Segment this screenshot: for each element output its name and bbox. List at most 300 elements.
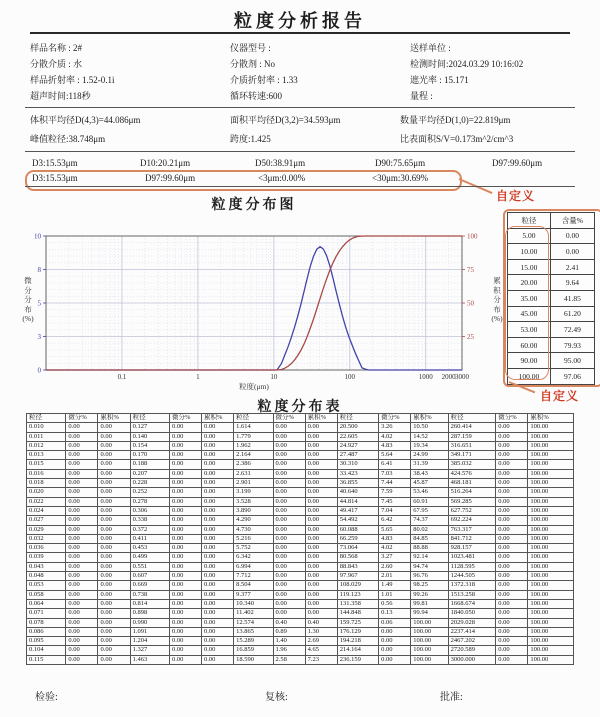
- table-cell: 4.65: [305, 646, 337, 655]
- table-cell: 5.216: [234, 534, 273, 543]
- table-row: [508, 290, 595, 306]
- table-cell: 0.00: [98, 469, 130, 478]
- table-cell: 1.96: [273, 646, 305, 655]
- table-cell: 0.104: [27, 646, 66, 655]
- table-cell: 0.814: [130, 599, 169, 608]
- table-row: [27, 451, 574, 460]
- table-cell: 0.00: [273, 441, 305, 450]
- table-cell: 0.738: [130, 590, 169, 599]
- table-section-title: 粒度分布表: [257, 400, 343, 415]
- column-header: 微分%: [273, 414, 305, 423]
- table-row: [27, 479, 574, 488]
- table-cell: 0.252: [130, 488, 169, 497]
- avg-field: 数量平均径D(1,0)=22.819μm: [400, 115, 511, 125]
- curve-differential: [46, 247, 462, 370]
- table-cell: 0.607: [130, 572, 169, 581]
- table-cell: 0.00: [98, 646, 130, 655]
- table-cell: 41.85: [550, 290, 594, 306]
- table-cell: 100.00: [508, 368, 551, 384]
- table-row: [27, 599, 574, 608]
- table-row: [508, 259, 595, 275]
- table-cell: 0.00: [202, 637, 234, 646]
- table-row: [27, 646, 574, 655]
- table-cell: 2.01: [379, 572, 411, 581]
- table-cell: 0.039: [27, 553, 66, 562]
- table-cell: 0.00: [305, 572, 337, 581]
- table-cell: 2237.414: [448, 627, 496, 636]
- table-cell: 0.00: [66, 488, 98, 497]
- table-cell: 2.386: [234, 460, 273, 469]
- table-cell: 74.37: [411, 516, 448, 525]
- table-row: [27, 516, 574, 525]
- info-field: 仪器型号 :: [230, 43, 271, 53]
- table-cell: 0.00: [202, 451, 234, 460]
- table-row: [27, 637, 574, 646]
- table-cell: 0.00: [496, 572, 528, 581]
- info-field: 超声时间:118秒: [30, 91, 91, 101]
- table-cell: 2467.202: [448, 637, 496, 646]
- table-cell: 0.00: [98, 534, 130, 543]
- table-cell: 0.00: [496, 441, 528, 450]
- table-row: [508, 244, 595, 260]
- table-row: [27, 618, 574, 627]
- info-field: 样品名称 : 2#: [30, 43, 83, 53]
- table-row: [27, 506, 574, 515]
- table-cell: 13.865: [234, 627, 273, 636]
- table-cell: 7.04: [379, 506, 411, 515]
- column-header: 微分%: [379, 414, 411, 423]
- table-cell: 0.00: [98, 525, 130, 534]
- table-row: [27, 441, 574, 450]
- column-header: 粒径: [27, 414, 66, 423]
- table-cell: 0.00: [66, 534, 98, 543]
- table-cell: 100.00: [528, 637, 574, 646]
- table-cell: 1.204: [130, 637, 169, 646]
- table-cell: 0.00: [305, 609, 337, 618]
- table-cell: 0.00: [273, 572, 305, 581]
- table-cell: 0.00: [66, 469, 98, 478]
- table-cell: 92.14: [411, 553, 448, 562]
- table-cell: 194.218: [337, 637, 378, 646]
- table-cell: 0.453: [130, 544, 169, 553]
- table-cell: 0.00: [202, 609, 234, 618]
- table-cell: 0.00: [169, 497, 201, 506]
- info-field: 样品折射率 : 1.52-0.1i: [30, 75, 115, 85]
- table-cell: 0.00: [305, 460, 337, 469]
- table-cell: 3000.000: [448, 655, 496, 664]
- table-cell: 0.00: [202, 488, 234, 497]
- table-cell: 100.00: [528, 516, 574, 525]
- custom-d-value: <30μm:30.69%: [372, 173, 429, 183]
- table-cell: 0.00: [202, 432, 234, 441]
- table-cell: 1.463: [130, 655, 169, 664]
- table-cell: 0.00: [66, 590, 98, 599]
- right-tick-label: 100: [467, 232, 478, 241]
- table-cell: 0.00: [66, 637, 98, 646]
- table-cell: 100.00: [528, 618, 574, 627]
- table-cell: 0.00: [273, 506, 305, 515]
- table-cell: 1023.481: [448, 553, 496, 562]
- table-cell: 100.00: [528, 599, 574, 608]
- avg-row: [30, 113, 590, 132]
- table-cell: 100.00: [528, 479, 574, 488]
- table-row: [27, 627, 574, 636]
- avg-field: 比表面积S/V=0.173m^2/cm^3: [400, 134, 514, 144]
- table-cell: 100.00: [528, 562, 574, 571]
- signature-label: 检验:: [35, 692, 58, 703]
- right-tick-label: 50: [467, 299, 474, 308]
- table-cell: 88.843: [337, 562, 378, 571]
- left-tick-label: 10: [34, 232, 41, 241]
- table-cell: 100.00: [528, 488, 574, 497]
- table-cell: 763.317: [448, 525, 496, 534]
- table-cell: 0.00: [66, 655, 98, 664]
- table-cell: 19.34: [411, 441, 448, 450]
- table-cell: 72.49: [550, 322, 594, 338]
- table-cell: 0.00: [379, 646, 411, 655]
- table-cell: 4.290: [234, 516, 273, 525]
- info-row: [30, 57, 590, 73]
- table-cell: 0.00: [98, 655, 130, 664]
- table-cell: 0.00: [202, 572, 234, 581]
- table-cell: 0.140: [130, 432, 169, 441]
- table-cell: 0.027: [27, 516, 66, 525]
- table-cell: 0.00: [496, 627, 528, 636]
- column-header: 微分%: [169, 414, 201, 423]
- table-row: [508, 322, 595, 338]
- table-cell: 7.44: [379, 479, 411, 488]
- table-cell: 0.00: [66, 544, 98, 553]
- table-cell: 0.00: [66, 432, 98, 441]
- table-cell: 0.00: [202, 423, 234, 432]
- table-cell: 4.730: [234, 525, 273, 534]
- table-cell: 54.492: [337, 516, 378, 525]
- table-cell: 0.188: [130, 460, 169, 469]
- table-cell: 0.00: [202, 497, 234, 506]
- table-cell: 0.00: [202, 599, 234, 608]
- table-cell: 0.00: [98, 590, 130, 599]
- table-cell: 100.00: [411, 646, 448, 655]
- table-cell: 1.962: [234, 441, 273, 450]
- table-cell: 1.01: [379, 590, 411, 599]
- table-cell: 468.181: [448, 479, 496, 488]
- table-cell: 0.00: [273, 534, 305, 543]
- table-cell: 20.500: [337, 423, 378, 432]
- table-cell: 0.00: [202, 460, 234, 469]
- divider: [25, 151, 575, 152]
- table-cell: 3.26: [379, 423, 411, 432]
- info-field: 分散剂 : No: [230, 59, 276, 69]
- table-cell: 0.00: [305, 581, 337, 590]
- table-cell: 159.725: [337, 618, 378, 627]
- table-cell: 0.00: [98, 441, 130, 450]
- table-cell: 60.088: [337, 525, 378, 534]
- table-cell: 9.64: [550, 275, 594, 291]
- table-cell: 0.00: [305, 451, 337, 460]
- table-cell: 0.00: [169, 516, 201, 525]
- d-value: D97:99.60μm: [492, 158, 543, 168]
- table-cell: 0.058: [27, 590, 66, 599]
- table-row: [508, 337, 595, 353]
- table-row: [27, 432, 574, 441]
- table-cell: 119.123: [337, 590, 378, 599]
- table-cell: 0.00: [305, 562, 337, 571]
- table-cell: 0.00: [169, 441, 201, 450]
- table-cell: 0.00: [66, 451, 98, 460]
- table-cell: 6.342: [234, 553, 273, 562]
- table-cell: 0.278: [130, 497, 169, 506]
- table-cell: 6.994: [234, 562, 273, 571]
- table-cell: 0.127: [130, 423, 169, 432]
- table-cell: 3.27: [379, 553, 411, 562]
- avg-row: [30, 132, 590, 151]
- table-cell: 1668.674: [448, 599, 496, 608]
- table-cell: 516.264: [448, 488, 496, 497]
- table-cell: 0.071: [27, 609, 66, 618]
- custom-d-values-row: [0, 171, 600, 203]
- table-cell: 73.064: [337, 544, 378, 553]
- table-cell: 0.00: [98, 506, 130, 515]
- table-cell: 0.00: [305, 488, 337, 497]
- table-cell: 0.499: [130, 553, 169, 562]
- table-cell: 100.00: [528, 525, 574, 534]
- table-cell: 2.901: [234, 479, 273, 488]
- info-field: 介质折射率 : 1.33: [230, 75, 298, 85]
- table-cell: 0.00: [98, 627, 130, 636]
- table-cell: 1244.505: [448, 572, 496, 581]
- table-cell: 0.029: [27, 525, 66, 534]
- table-cell: 100.00: [528, 506, 574, 515]
- table-row: [27, 590, 574, 599]
- table-cell: 100.00: [528, 534, 574, 543]
- table-cell: 3.528: [234, 497, 273, 506]
- table-row: [27, 497, 574, 506]
- table-cell: 31.39: [411, 460, 448, 469]
- avg-field: 面积平均径D(3,2)=34.593μm: [230, 115, 341, 125]
- table-cell: 95.00: [550, 353, 594, 369]
- table-cell: 0.00: [169, 544, 201, 553]
- column-header: 粒径: [448, 414, 496, 423]
- table-cell: 0.00: [273, 599, 305, 608]
- table-cell: 0.00: [273, 451, 305, 460]
- table-row: [508, 306, 595, 322]
- x-tick-label: 100: [344, 373, 356, 381]
- table-cell: 0.00: [98, 637, 130, 646]
- table-cell: 0.032: [27, 534, 66, 543]
- table-cell: 0.012: [27, 441, 66, 450]
- column-header: 微分%: [496, 414, 528, 423]
- x-tick-label: 0.1: [117, 373, 127, 381]
- table-cell: 0.00: [98, 618, 130, 627]
- table-cell: 0.89: [273, 627, 305, 636]
- table-cell: 0.00: [273, 609, 305, 618]
- table-cell: 0.00: [305, 534, 337, 543]
- table-cell: 2.631: [234, 469, 273, 478]
- table-cell: 0.00: [273, 553, 305, 562]
- table-cell: 0.00: [66, 479, 98, 488]
- table-row: [508, 275, 595, 291]
- table-cell: 0.306: [130, 506, 169, 515]
- table-cell: 1.091: [130, 627, 169, 636]
- table-row: [508, 213, 595, 229]
- table-cell: 80.568: [337, 553, 378, 562]
- table-cell: 100.00: [528, 432, 574, 441]
- table-cell: 5.752: [234, 544, 273, 553]
- table-cell: 0.018: [27, 479, 66, 488]
- table-cell: 0.00: [202, 646, 234, 655]
- table-cell: 0.00: [273, 460, 305, 469]
- table-cell: 0.669: [130, 581, 169, 590]
- table-cell: 0.00: [98, 497, 130, 506]
- table-cell: 0.00: [496, 599, 528, 608]
- d-value: D3:15.53μm: [32, 158, 78, 168]
- table-cell: 0.00: [169, 525, 201, 534]
- table-row: [27, 553, 574, 562]
- custom-d-value: <3μm:0.00%: [258, 173, 306, 183]
- table-cell: 0.00: [305, 599, 337, 608]
- table-cell: 4.02: [379, 432, 411, 441]
- table-cell: 99.26: [411, 590, 448, 599]
- table-cell: 131.358: [337, 599, 378, 608]
- table-cell: 94.74: [411, 562, 448, 571]
- table-cell: 0.00: [202, 562, 234, 571]
- table-cell: 0.00: [496, 497, 528, 506]
- table-cell: 99.94: [411, 609, 448, 618]
- table-cell: 0.010: [27, 423, 66, 432]
- table-cell: 7.59: [379, 488, 411, 497]
- table-cell: 0.00: [66, 441, 98, 450]
- table-cell: 0.00: [273, 497, 305, 506]
- table-cell: 0.00: [496, 553, 528, 562]
- table-cell: 27.487: [337, 451, 378, 460]
- table-cell: 0.00: [66, 581, 98, 590]
- table-cell: 0.00: [496, 525, 528, 534]
- table-cell: 0.00: [169, 423, 201, 432]
- table-cell: 60.91: [411, 497, 448, 506]
- table-cell: 90.00: [508, 353, 551, 369]
- table-cell: 15.289: [234, 637, 273, 646]
- distribution-chart: [0, 210, 600, 402]
- table-cell: 0.00: [66, 599, 98, 608]
- table-cell: 0.00: [273, 469, 305, 478]
- table-cell: 0.00: [496, 506, 528, 515]
- table-row: [27, 423, 574, 432]
- table-cell: 0.00: [169, 460, 201, 469]
- table-cell: 108.029: [337, 581, 378, 590]
- table-cell: 44.814: [337, 497, 378, 506]
- table-cell: 0.00: [496, 544, 528, 553]
- table-cell: 18.590: [234, 655, 273, 664]
- table-cell: 0.00: [66, 553, 98, 562]
- table-cell: 24.99: [411, 451, 448, 460]
- table-cell: 0.551: [130, 562, 169, 571]
- table-cell: 0.00: [202, 618, 234, 627]
- table-cell: 100.00: [528, 609, 574, 618]
- table-cell: 100.00: [528, 627, 574, 636]
- table-cell: 424.576: [448, 469, 496, 478]
- table-cell: 0.00: [169, 655, 201, 664]
- table-cell: 0.00: [273, 479, 305, 488]
- table-cell: 4.83: [379, 534, 411, 543]
- table-cell: 100.00: [411, 618, 448, 627]
- table-cell: 0.00: [169, 599, 201, 608]
- table-cell: 100.00: [411, 627, 448, 636]
- table-cell: 40.640: [337, 488, 378, 497]
- table-cell: 7.23: [305, 655, 337, 664]
- table-row: [508, 228, 595, 244]
- table-cell: 100.00: [528, 451, 574, 460]
- table-cell: 0.00: [305, 506, 337, 515]
- table-cell: 0.00: [98, 423, 130, 432]
- column-header: 粒径: [130, 414, 169, 423]
- x-tick-label: 2000: [441, 373, 456, 381]
- table-cell: 0.00: [66, 525, 98, 534]
- table-cell: 1.40: [273, 637, 305, 646]
- column-header: 粒径: [508, 213, 551, 229]
- table-cell: 0.00: [66, 562, 98, 571]
- table-cell: 67.95: [411, 506, 448, 515]
- table-cell: 1.779: [234, 432, 273, 441]
- table-cell: 0.00: [169, 618, 201, 627]
- table-cell: 692.224: [448, 516, 496, 525]
- table-cell: 0.036: [27, 544, 66, 553]
- table-cell: 2.41: [550, 259, 594, 275]
- table-cell: 0.00: [305, 479, 337, 488]
- table-cell: 0.990: [130, 618, 169, 627]
- table-cell: 0.228: [130, 479, 169, 488]
- table-cell: 1.30: [305, 627, 337, 636]
- table-cell: 0.00: [305, 441, 337, 450]
- table-cell: 0.00: [496, 432, 528, 441]
- table-cell: 0.00: [305, 432, 337, 441]
- table-cell: 0.013: [27, 451, 66, 460]
- column-header: 微分%: [66, 414, 98, 423]
- table-cell: 100.00: [528, 544, 574, 553]
- column-header: 累积%: [202, 414, 234, 423]
- table-cell: 4.83: [379, 441, 411, 450]
- table-cell: 38.43: [411, 469, 448, 478]
- table-cell: 0.00: [379, 627, 411, 636]
- table-cell: 0.154: [130, 441, 169, 450]
- table-cell: 287.159: [448, 432, 496, 441]
- table-row: [27, 469, 574, 478]
- table-cell: 0.00: [169, 506, 201, 515]
- avg-field: 峰值粒径:38.748μm: [30, 134, 106, 144]
- table-cell: 0.00: [496, 609, 528, 618]
- table-cell: 0.00: [496, 562, 528, 571]
- left-axis-label: 微 分 分 布 (%): [22, 276, 34, 323]
- table-cell: 0.00: [273, 525, 305, 534]
- table-cell: 0.015: [27, 460, 66, 469]
- table-row: [27, 525, 574, 534]
- divider: [25, 186, 575, 187]
- table-cell: 2.69: [305, 637, 337, 646]
- table-cell: 0.011: [27, 432, 66, 441]
- x-tick-label: 3000: [455, 373, 469, 381]
- table-cell: 214.164: [337, 646, 378, 655]
- table-cell: 0.00: [98, 460, 130, 469]
- table-cell: 97.967: [337, 572, 378, 581]
- table-cell: 0.56: [379, 599, 411, 608]
- table-cell: 0.078: [27, 618, 66, 627]
- table-cell: 0.00: [98, 544, 130, 553]
- table-cell: 0.00: [550, 228, 594, 244]
- x-tick-label: 1: [196, 373, 200, 381]
- table-cell: 0.00: [202, 441, 234, 450]
- table-cell: 97.06: [550, 368, 594, 384]
- table-cell: 0.00: [202, 581, 234, 590]
- table-cell: 3.199: [234, 488, 273, 497]
